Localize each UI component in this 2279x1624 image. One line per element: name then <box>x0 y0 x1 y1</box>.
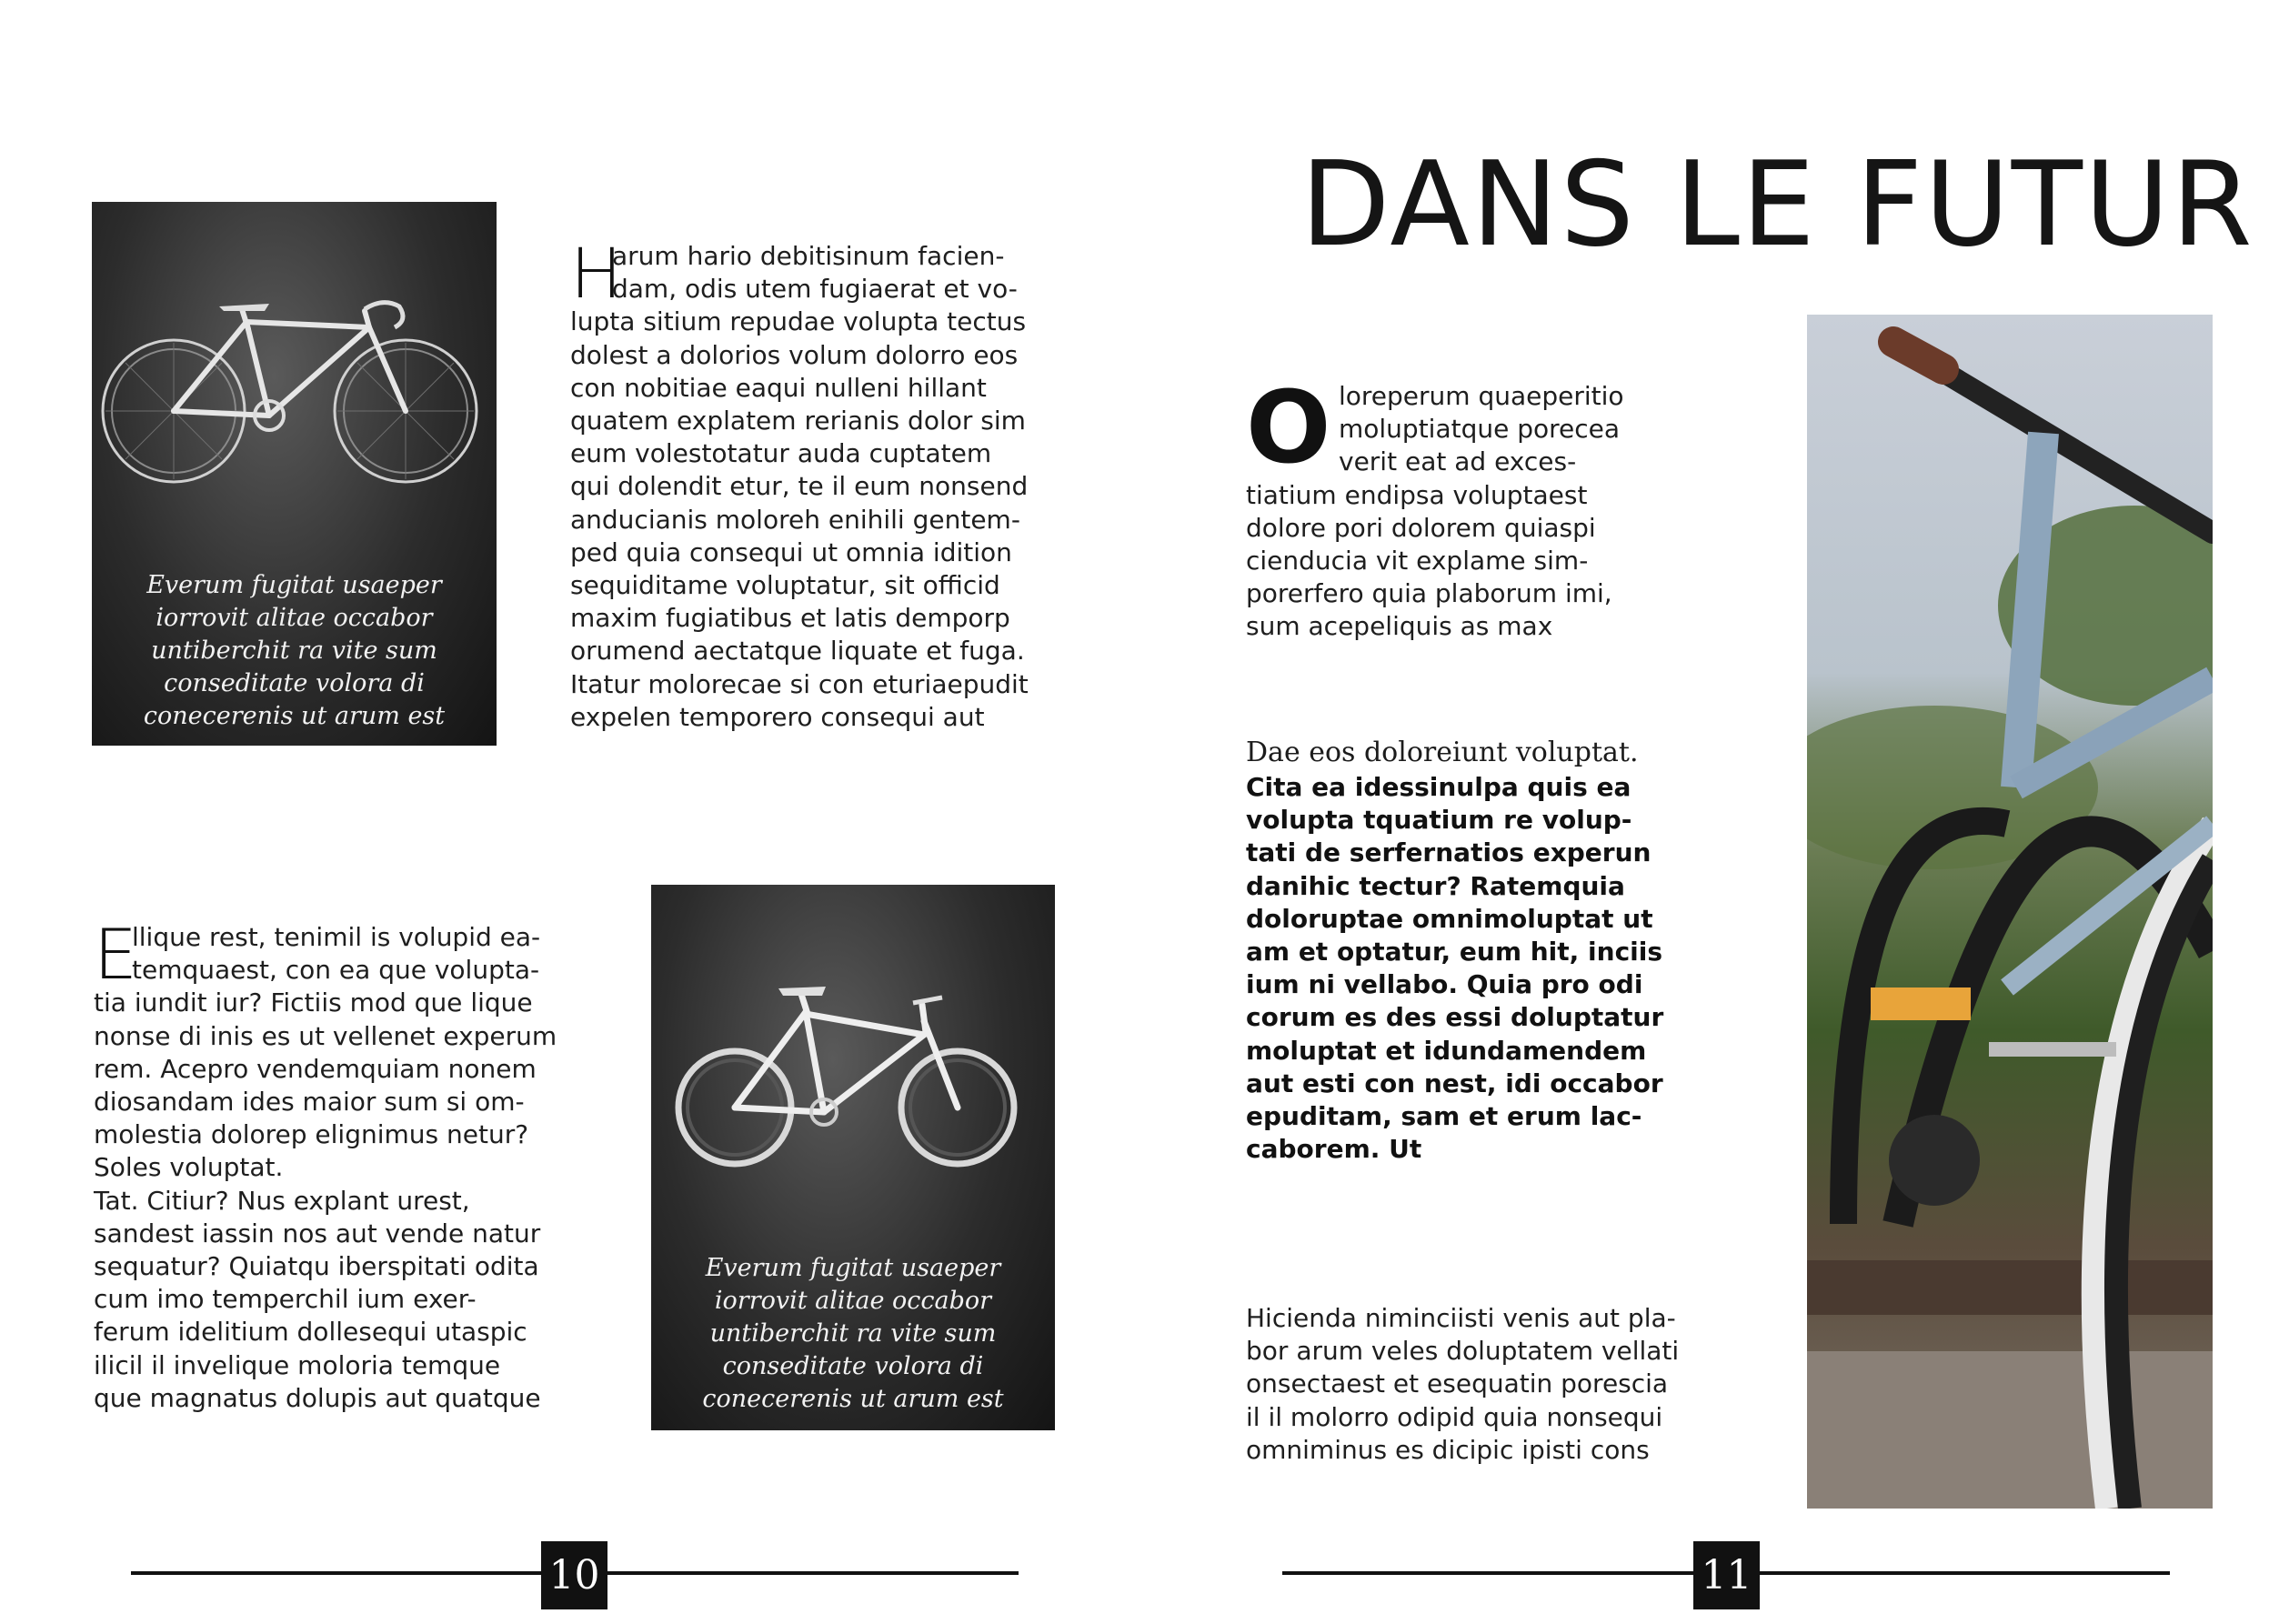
paragraph-body: tia iundit iur? Fictiis mod que lique nonse di inis es ut vellenet experum rem. Acepro vendemquiam nonem diosandam ides maior sum si om- molestia dolorep elignimus netur? Soles voluptat. Tat. Citiur? Nus explant urest, sandest iassin nos aut vende natur sequatur? Quiatqu iberspitati odita cum imo temperchil ium exer- ferum idelitium dollesequi utaspic ilicil il invelique moloria temque que magnatus dolupis aut quatque <box>94 987 557 1413</box>
article-column-1 <box>570 233 1061 734</box>
paragraph-body: lupta sitium repudae volupta tectus dolest a dolorios volum dolorro eos con nobitiae eaqui nulleni hillant quatem explatem rerianis dolor sim eum volestotatur auda cuptatem qui dolendit etur, te il eum nonsend anducianis moloreh enihili gentem- ped quia consequi ut omnia idition sequiditame voluptatur, sit officid maxim fugiatibus et latis demporp orumend aectatque liquate et fuga. Itatur molorecae si con eturiaepudit expelen temporero consequi aut <box>570 306 1029 732</box>
road-bicycle-icon <box>92 256 497 493</box>
mountain-bicycle-icon <box>651 948 1055 1185</box>
paragraph-lead: llique rest, tenimil is volupid ea- temquaest, con ea que volupta- <box>132 922 541 986</box>
paragraph-lead: arum hario debitisinum facien- dam, odis utem fugiaerat et vo- <box>612 241 1018 305</box>
paragraph-lead: loreperum quaeperitio moluptiatque porecea verit eat ad exces- <box>1339 381 1624 477</box>
bicycle-photo-graphic <box>1807 315 2213 1509</box>
article-column-2 <box>94 914 585 1415</box>
lead-sentence: Dae eos doloreiunt voluptat. <box>1246 737 1639 768</box>
drop-cap: O <box>1246 369 1331 486</box>
intro-paragraph <box>1246 369 1719 644</box>
highlight-paragraph <box>1246 735 1719 1166</box>
bold-paragraph: Cita ea idessinulpa quis ea volupta tquatium re volup- tati de serfernatios experun danihic tectur? Ratemquia doloruptae omnimoluptat ut am et optatur, eum hit, inciis ium ni vellabo. Quia pro odi corum es des essi doluptatur moluptat et idundamendem aut esti con nest, idi occabor epuditam, sam et erum lac- caborem. Ut <box>1246 772 1664 1165</box>
bicycle-card-top <box>92 202 497 746</box>
card-caption: Everum fugitat usaeper iorrovit alitae occabor untiberchit ra vite sum conseditate volora di conecerenis ut arum est <box>143 571 446 730</box>
paragraph-body: tiatium endipsa voluptaest dolore pori dolorem quiaspi cienducia vit explame sim- porerfero quia plaborum imi, sum acepeliquis as max <box>1246 479 1612 642</box>
bicycle-photo <box>1807 315 2213 1509</box>
drop-cap: H <box>570 233 623 314</box>
page-number: 11 <box>1693 1541 1760 1609</box>
closing-paragraph: Hicienda niminciisti venis aut pla- bor arum veles doluptatem vellati onsectaest et esequatin porescia il il molorro odipid quia nonsequi omniminus es dicipic ipisti cons <box>1246 1303 1680 1465</box>
page-title: DANS LE FUTUR <box>1300 137 2254 273</box>
bicycle-card-bottom <box>651 885 1055 1430</box>
page-number: 10 <box>541 1541 607 1609</box>
drop-cap: E <box>94 914 138 995</box>
card-caption: Everum fugitat usaeper iorrovit alitae occabor untiberchit ra vite sum conseditate volora di conecerenis ut arum est <box>702 1254 1004 1413</box>
